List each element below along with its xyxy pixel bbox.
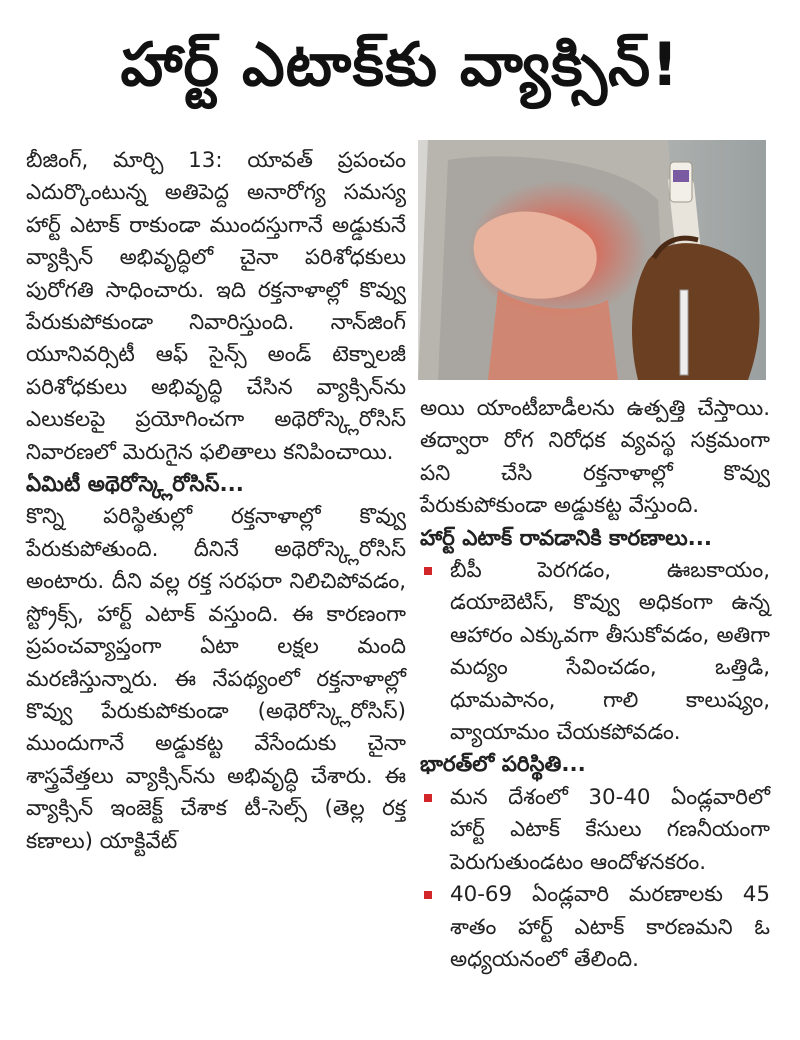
cause-text: బీపీ పెరగడం, ఊబకాయం, డయాబెటిస్, కొవ్వు అధికంగా ఉన్న ఆహారం ఎక్కువగా తీసుకోవడం, అతిగా మద్యం సేవించడం, ఒత్తిడి, ధూమపానం, గాలి కాలుష్యం, వ్యాయామం చేయకపోవడం.	[450, 558, 770, 746]
bullet-square-icon	[424, 567, 432, 575]
bullet-square-icon	[424, 891, 432, 899]
list-item	[420, 782, 770, 879]
heart-attack-vaccine-photo	[418, 140, 766, 380]
list-item	[420, 879, 770, 976]
subheading-india: భారత్‌లో పరిస్థితి...	[420, 752, 586, 778]
article-continuation: అయి యాంటీబాడీలను ఉత్పత్తి చేస్తాయి. తద్వారా రోగ నిరోధక వ్యవస్థ సక్రమంగా పని చేసి రక్తనాళాల్లో కొవ్వు పేరుకుపోకుండా అడ్డుకట్ట వేస్తుంది.	[420, 396, 770, 519]
headline: హార్ట్ ఎటాక్‌కు వ్యాక్సిన్!	[120, 30, 680, 100]
india-point-text: మన దేశంలో 30-40 ఏండ్లవారిలో హార్ట్ ఎటాక్ కేసులు గణనీయంగా పెరుగుతుండటం ఆందోళనకరం.	[450, 784, 770, 875]
bullet-square-icon	[424, 794, 432, 802]
subheading-atherosclerosis: ఏమిటీ అథెరోస్క్లెరోసిస్...	[26, 472, 244, 498]
article-intro: బీజింగ్, మార్చి 13: యావత్ ప్రపంచం ఎదుర్కొంటున్న అతిపెద్ద అనారోగ్య సమస్య హార్ట్ ఎటాక్ రాకుండా ముందస్తుగానే అడ్డుకునే వ్యాక్సిన్ అభివృద్ధిలో చైనా పరిశోధకులు పురోగతి సాధించారు. ఇది రక్తనాళాల్లో కొవ్వు పేరుకుపోకుండా నివారిస్తుంది. నాన్‌జింగ్ యూనివర్సిటీ ఆఫ్ సైన్స్ అండ్ టెక్నాలజీ పరిశోధకులు అభివృద్ధి చేసిన వ్యాక్సిన్‌ను ఎలుకలపై ప్రయోగించగా అథెరోస్క్లెరోసిస్ నివారణలో మెరుగైన ఫలితాలు కనిపించాయి.	[26, 148, 406, 465]
article-body: కొన్ని పరిస్థితుల్లో రక్తనాళాల్లో కొవ్వు పేరుకుపోతుంది. దీనినే అథెరోస్క్లెరోసిస్ అంటారు. దీని వల్ల రక్త సరఫరా నిలిచిపోవడం, స్ట్రోక్స్, హార్ట్ ఎటాక్ వస్తుంది. ఈ కారణంగా ప్రపంచవ్యాప్తంగా ఏటా లక్షల మంది మరణిస్తున్నారు. ఈ నేపథ్యంలో రక్తనాళాల్లో కొవ్వు పేరుకుపోకుండా (అథెరోస్క్లెరోసిస్) ముందుగానే అడ్డుకట్ట వేసేందుకు చైనా శాస్త్రవేత్తలు వ్యాక్సిన్‌ను అభివృద్ధి చేశారు. ఈ వ్యాక్సిన్ ఇంజెక్ట్ చేశాక టీ-సెల్స్ (తెల్ల రక్త కణాలు) యాక్టివేట్	[26, 504, 406, 854]
left-column	[26, 145, 406, 858]
subheading-causes: హార్ట్ ఎటాక్ రావడానికి కారణాలు...	[420, 525, 713, 551]
right-column	[420, 393, 770, 976]
list-item	[420, 555, 770, 749]
india-point-text: 40-69 ఏండ్లవారి మరణాలకు 45 శాతం హార్ట్ ఎటాక్ కారణమని ఓ అధ్యయనంలో తేలింది.	[450, 882, 770, 972]
